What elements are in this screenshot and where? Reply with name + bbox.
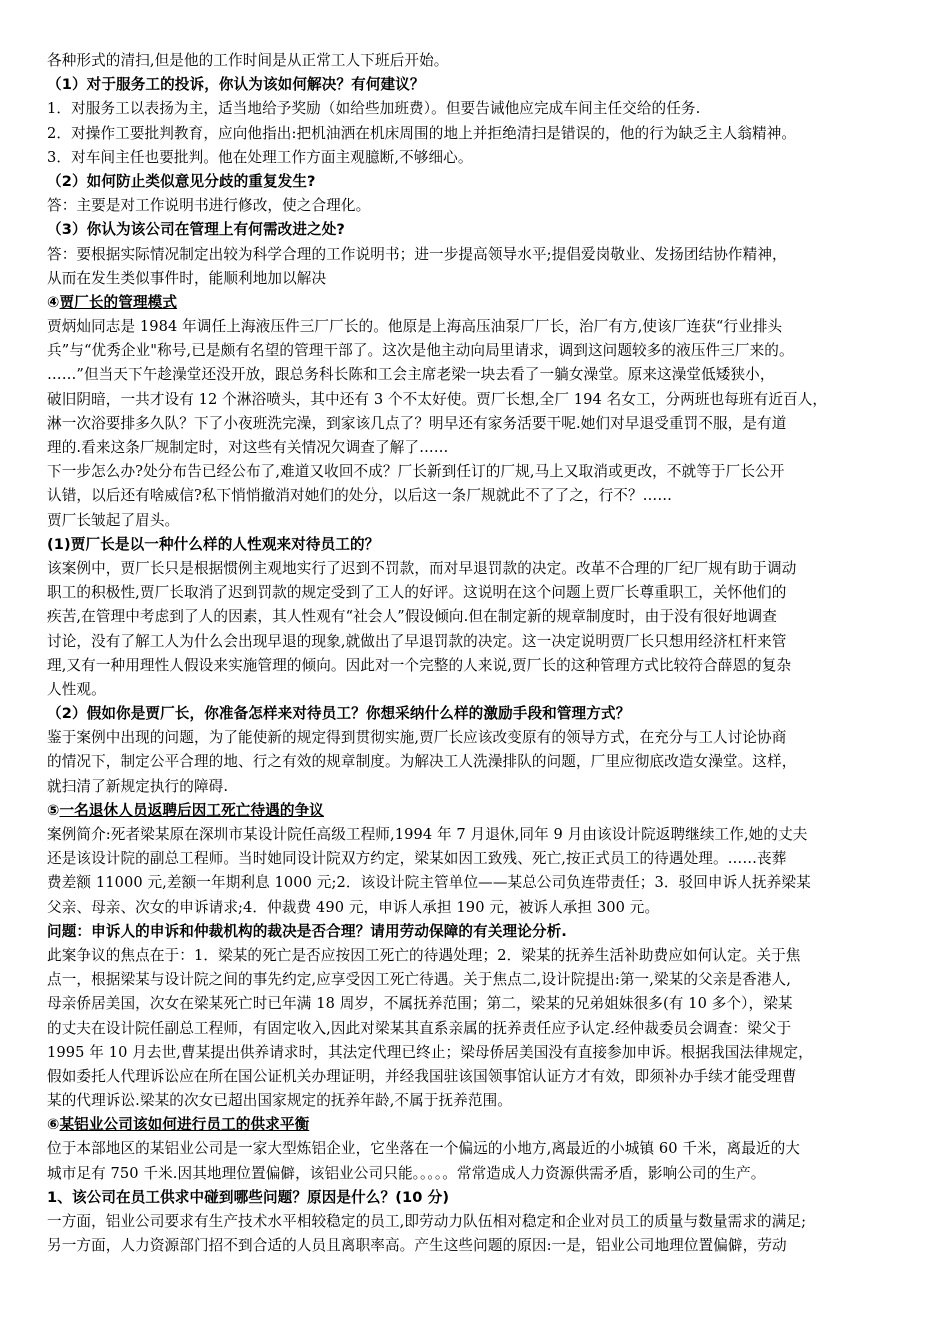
section-number: ⑥ bbox=[47, 1116, 60, 1134]
body-text-line: 贾厂长皱起了眉头。 bbox=[47, 511, 180, 529]
body-text-line: 点一，根据梁某与设计院之间的事先约定,应享受因工死亡待遇。关于焦点二,设计院提出:第一,梁某的父亲是香港人, bbox=[47, 971, 791, 989]
body-text-line: 认错，以后还有啥威信?私下悄悄撤消对她们的处分，以后这一条厂规就此不了了之，行不？…… bbox=[47, 487, 673, 505]
body-text-line: 答：要根据实际情况制定出较为科学合理的工作说明书；进一步提高领导水平;提倡爱岗敬业、发扬团结协作精神， bbox=[47, 245, 787, 263]
body-text-line: 讨论，没有了解工人为什么会出现早退的现象,就做出了早退罚款的决定。这一决定说明贾厂长只想用经济杠杆来管 bbox=[47, 632, 787, 650]
body-text-line: 兵”与“优秀企业"称号,已是颇有名望的管理干部了。这次是他主动向局里请求，调到这问题较多的液压件三厂来的。 bbox=[47, 342, 794, 360]
body-text-line: 淋一次浴要排多久队？下了小夜班洗完澡，到家该几点了？明早还有家务活要干呢.她们对早退受重罚不服，是有道 bbox=[47, 414, 787, 432]
body-text-line: 案例简介:死者梁某原在深圳市某设计院任高级工程师,1994 年 7 月退休,同年 9 月由该设计院返聘继续工作,她的丈夫 bbox=[47, 826, 808, 843]
body-text-line: 理的.看来这条厂规制定时，对这些有关情况欠调查了解了…… bbox=[47, 439, 449, 456]
body-text-line: 贾炳灿同志是 1984 年调任上海液压件三厂厂长的。他原是上海高压油泵厂厂长，治厂有方,使该厂连获“行业排头 bbox=[47, 318, 783, 336]
section-heading bbox=[47, 291, 910, 315]
body-text-line: 人性观。 bbox=[47, 680, 106, 698]
body-text-line: 1．对服务工以表扬为主，适当地给予奖励（如给些加班费）。但要告诫他应完成车间主任交给的任务. bbox=[47, 100, 701, 118]
section-number: ④ bbox=[47, 293, 60, 311]
body-text-line: 假如委托人代理诉讼应在所在国公证机关办理证明，并经我国驻该国领事馆认证方才有效，即须补办手续才能受理曹 bbox=[47, 1067, 797, 1085]
body-text-line: 母亲侨居美国，次女在梁某死亡时已年满 18 周岁，不属抚养范围；第二，梁某的兄弟姐妹很多(有 10 多个），梁某 bbox=[47, 995, 793, 1013]
body-text-line: 就扫清了新规定执行的障碍. bbox=[47, 777, 229, 795]
body-text-line: 破旧阴暗，一共才设有 12 个淋浴喷头，其中还有 3 个不太好使。贾厂长想,全厂 194 名女工，分两班也每班有近百人， bbox=[47, 390, 828, 408]
section-title: 一名退休人员返聘后因工死亡待遇的争议 bbox=[59, 801, 324, 819]
body-text-line: 1995 年 10 月去世,曹某提出供养请求时，其法定代理已终止；梁母侨居美国没有直接参加申诉。根据我国法律规定， bbox=[47, 1043, 813, 1061]
question-line: 问题：申诉人的申诉和仲裁机构的裁决是否合理？请用劳动保障的有关理论分析. bbox=[47, 922, 567, 940]
body-text-line: 下一步怎么办?处分布告已经公布了,难道又收回不成？厂长新到任订的厂规,马上又取消或更改，不就等于厂长公开 bbox=[47, 463, 785, 481]
question-line: （1）对于服务工的投诉，你认为该如何解决？有何建议？ bbox=[47, 76, 425, 94]
body-text-line: 从而在发生类似事件时，能顺利地加以解决 bbox=[47, 269, 327, 287]
body-text-line: 城市足有 750 千米.因其地理位置偏僻，该铝业公司只能。。。。。常常造成人力资源供需矛盾，影响公司的生产。 bbox=[47, 1164, 766, 1182]
body-text-line: 2．对操作工要批判教育，应向他指出:把机油洒在机床周围的地上并拒绝清扫是错误的，他的行为缺乏主人翁精神。 bbox=[47, 124, 797, 142]
body-text-line: 各种形式的清扫,但是他的工作时间是从正常工人下班后开始。 bbox=[47, 52, 449, 69]
body-text-line: 职工的积极性,贾厂长取消了迟到罚款的规定受到了工人的好评。这说明在这个问题上贾厂长尊重职工，关怀他们的 bbox=[47, 584, 787, 602]
section-heading bbox=[47, 1113, 910, 1137]
body-text-line: 3．对车间主任也要批判。他在处理工作方面主观臆断,不够细心。 bbox=[47, 148, 473, 166]
body-text-line: 位于本部地区的某铝业公司是一家大型炼铝企业，它坐落在一个偏远的小地方,离最近的小城镇 60 千米，离最近的大 bbox=[47, 1140, 800, 1158]
body-text-line: 该案例中，贾厂长只是根据惯例主观地实行了迟到不罚款，而对早退罚款的决定。改革不合理的厂纪厂规有助于调动 bbox=[47, 559, 797, 577]
section-title: 贾厂长的管理模式 bbox=[59, 293, 178, 311]
body-text-line: 的情况下，制定公平合理的地、行之有效的规章制度。为解决工人洗澡排队的问题，厂里应彻底改造女澡堂。这样， bbox=[47, 753, 797, 771]
question-line: （2）假如你是贾厂长，你准备怎样来对待员工？你想采纳什么样的激励手段和管理方式？ bbox=[47, 705, 631, 723]
question-line: （3）你认为该公司在管理上有何需改进之处? bbox=[47, 221, 346, 239]
section-heading bbox=[47, 799, 910, 823]
body-text-line: 鉴于案例中出现的问题，为了能使新的规定得到贯彻实施,贾厂长应该改变原有的领导方式，在充分与工人讨论协商 bbox=[47, 729, 787, 747]
body-text-line: 一方面，铝业公司要求有生产技术水平相较稳定的员工,即劳动力队伍相对稳定和企业对员工的质量与数量需求的满足; bbox=[47, 1213, 807, 1230]
body-text-line: 父亲、母亲、次女的申诉请求;4．仲裁费 490 元，申诉人承担 190 元，被诉人承担 300 元。 bbox=[47, 898, 660, 916]
body-text-line: 答：主要是对工作说明书进行修改，使之合理化。 bbox=[47, 197, 371, 215]
section-number: ⑤ bbox=[47, 801, 60, 819]
question-line: (1)贾厂长是以一种什么样的人性观来对待员工的？ bbox=[47, 535, 380, 553]
body-text-line: 费差额 11000 元,差额一年期利息 1000 元;2．该设计院主管单位——某总公司负连带责任；3．驳回申诉人抚养梁某 bbox=[47, 874, 811, 892]
body-text-line: 某的代理诉讼.梁某的次女已超出国家规定的抚养年龄,不属于抚养范围。 bbox=[47, 1092, 512, 1110]
body-text-line: 理,又有一种用理性人假设来实施管理的倾向。因此对一个完整的人来说,贾厂长的这种管理方式比较符合薛恩的复杂 bbox=[47, 656, 792, 674]
body-text-line: 另一方面，人力资源部门招不到合适的人员且离职率高。产生这些问题的原因:一是，铝业公司地理位置偏僻，劳动 bbox=[47, 1237, 787, 1255]
section-title: 某铝业公司该如何进行员工的供求平衡 bbox=[59, 1116, 310, 1134]
body-text-line: ……”但当天下午趁澡堂还没开放，跟总务科长陈和工会主席老梁一块去看了一躺女澡堂。原来这澡堂低矮狭小， bbox=[47, 366, 775, 384]
body-text-line: 此案争议的焦点在于：1．梁某的死亡是否应按因工死亡的待遇处理；2．梁某的抚养生活补助费应如何认定。关于焦 bbox=[47, 946, 801, 964]
body-text-line: 的丈夫在设计院任副总工程师，有固定收入,因此对梁某其直系亲属的抚养责任应予认定.经仲裁委员会调查：梁父于 bbox=[47, 1019, 792, 1037]
body-text-line: 疾苦,在管理中考虑到了人的因素，其人性观有“社会人”假设倾向.但在制定新的规章制度时，由于没有很好地调查 bbox=[47, 608, 777, 626]
question-line: 1、该公司在员工供求中碰到哪些问题？原因是什么？(10 分) bbox=[47, 1188, 450, 1206]
question-line: （2）如何防止类似意见分歧的重复发生? bbox=[47, 172, 316, 190]
body-text-line: 还是该设计院的副总工程师。当时她同设计院双方约定，梁某如因工致残、死亡,按正式员工的待遇处理。……丧葬 bbox=[47, 850, 787, 868]
